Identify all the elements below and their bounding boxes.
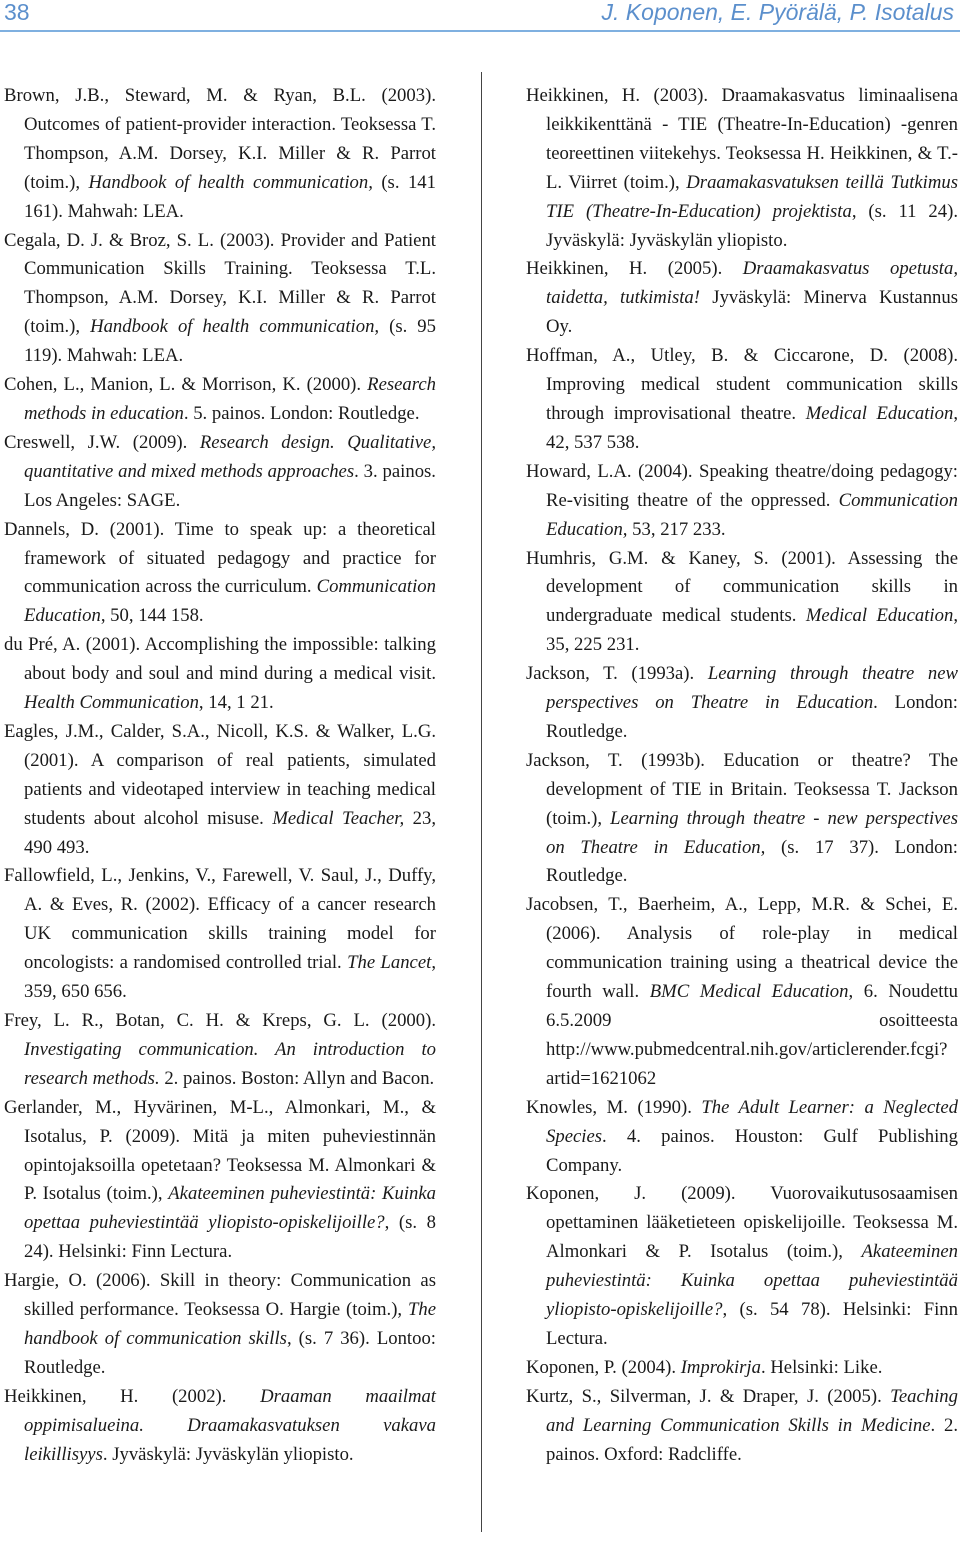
reference-title: The handbook of communication skills bbox=[24, 1299, 436, 1349]
reference-title: Communication Education, bbox=[546, 489, 958, 540]
reference-title: The Adult Learner: a Neglected Species bbox=[546, 1096, 958, 1147]
reference-entry bbox=[526, 342, 958, 458]
reference-text: (s. 95 119). Mahwah: LEA. bbox=[24, 316, 436, 367]
reference-entry bbox=[4, 371, 436, 429]
reference-text: , 50, 144 158. bbox=[100, 605, 204, 627]
reference-text: Heikkinen, H. (2005). bbox=[526, 258, 743, 280]
reference-entry bbox=[4, 718, 436, 863]
reference-text: , (s. 7 36). Lontoo: Routledge. bbox=[24, 1327, 436, 1378]
reference-text: . 5. painos. London: Routledge. bbox=[183, 402, 420, 424]
reference-title: Handbook of health communication, bbox=[90, 316, 380, 338]
reference-entry bbox=[4, 1007, 436, 1094]
reference-title: Research methods in education bbox=[24, 374, 436, 424]
running-head: J. Koponen, E. Pyörälä, P. Isotalus bbox=[601, 0, 954, 25]
reference-title: Medical Education bbox=[805, 605, 954, 627]
reference-entry bbox=[526, 255, 958, 342]
reference-title: Handbook of health communication, bbox=[88, 171, 373, 193]
reference-title: Medical Teacher, bbox=[272, 807, 405, 829]
reference-title: Akateeminen puheviestintä: Kuinka opettaa puheviestintää yliopisto-opiskelijoille? bbox=[24, 1183, 436, 1234]
reference-text: , 35, 225 231. bbox=[546, 605, 958, 656]
reference-entry bbox=[526, 747, 958, 892]
reference-text: Jacobsen, T., Baerheim, A., Lepp, M.R. & Schei, E. (2006). Analysis of role-play in medical communication training using a theatrical device the fourth wall. bbox=[526, 894, 958, 1003]
reference-text: . 3. painos. Los Angeles: SAGE. bbox=[24, 460, 436, 511]
reference-text: Brown, J.B., Steward, M. & Ryan, B.L. (2003). Outcomes of patient-provider interaction. Teoksessa T. Thompson, A.M. Dorsey, K.I. Miller & R. Parrot (toim.), bbox=[4, 85, 436, 193]
reference-text: du Pré, A. (2001). Accomplishing the impossible: talking about body and soul and mind during a medical visit. bbox=[4, 634, 436, 685]
reference-entry bbox=[4, 1383, 436, 1470]
reference-text: Howard, L.A. (2004). Speaking theatre/doing pedagogy: Re-visiting theatre of the oppressed. bbox=[526, 460, 958, 511]
reference-title: Learning through theatre new perspectives on Theatre in Education bbox=[546, 663, 958, 714]
reference-title: Research design. Qualitative, quantitative and mixed methods approaches bbox=[24, 431, 436, 482]
reference-title: Improkirja bbox=[680, 1356, 761, 1378]
reference-entry bbox=[4, 631, 436, 718]
reference-entry bbox=[4, 429, 436, 516]
reference-entry bbox=[526, 660, 958, 747]
reference-text: Heikkinen, H. (2002). bbox=[4, 1385, 261, 1407]
reference-entry bbox=[4, 82, 436, 227]
reference-text: Cegala, D. J. & Broz, S. L. (2003). Provider and Patient Communication Skills Training. Teoksessa T.L. Thompson, A.M. Dorsey, K.I. Miller & R. Parrot (toim.), bbox=[4, 229, 436, 338]
reference-title: The Lancet bbox=[347, 952, 432, 974]
reference-text: , 359, 650 656. bbox=[24, 952, 436, 1003]
reference-text: , (s. 8 24). Helsinki: Finn Lectura. bbox=[24, 1212, 436, 1263]
reference-column-right bbox=[526, 82, 958, 1470]
reference-text: Dannels, D. (2001). Time to speak up: a theoretical framework of situated pedagogy and practice for communication across the curriculum. bbox=[4, 518, 436, 598]
reference-title: Draamakasvatuksen teillä Tutkimus TIE (Theatre-In-Education) projektista bbox=[546, 171, 958, 222]
reference-entry bbox=[526, 82, 958, 255]
reference-text: Knowles, M. (1990). bbox=[526, 1096, 702, 1118]
reference-title: Communication Education bbox=[24, 576, 436, 627]
page-number: 38 bbox=[4, 0, 30, 25]
reference-title: Teaching and Learning Communication Skills in Medicine bbox=[546, 1385, 958, 1436]
reference-text: . Helsinki: Like. bbox=[760, 1356, 883, 1378]
reference-title: Medical Education bbox=[805, 402, 954, 424]
reference-entry bbox=[526, 545, 958, 661]
reference-text: Fallowfield, L., Jenkins, V., Farewell, V. Saul, J., Duffy, A. & Eves, R. (2002). Efficacy of a cancer research UK communication skills training model for oncologists: a randomised controlled trial. bbox=[4, 865, 436, 974]
reference-title: BMC Medical Education bbox=[649, 981, 849, 1003]
reference-entry bbox=[4, 227, 436, 372]
reference-entry bbox=[526, 1094, 958, 1181]
reference-entry bbox=[4, 1094, 436, 1267]
reference-entry bbox=[4, 862, 436, 1007]
reference-title: Learning through theatre - new perspectives on Theatre in Education, bbox=[546, 807, 958, 858]
reference-text: (s. 17 37). London: Routledge. bbox=[546, 836, 958, 887]
reference-title: Draaman maailmat oppimisalueina. Draamakasvatuksen vakava leikillisyys bbox=[24, 1385, 436, 1465]
reference-entry bbox=[4, 516, 436, 632]
reference-entry bbox=[526, 1180, 958, 1353]
reference-text: , 14, 1 21. bbox=[198, 692, 274, 714]
reference-text: , 6. Noudettu 6.5.2009 osoitteesta http://www.pubmedcentral.nih.gov/articlerender.fcgi?artid=1621062 bbox=[546, 981, 958, 1089]
reference-entry bbox=[526, 1354, 958, 1383]
reference-text: Eagles, J.M., Calder, S.A., Nicoll, K.S. & Walker, L.G. (2001). A comparison of real patients, simulated patients and videotaped interview in teaching medical students about alcohol misuse. bbox=[4, 720, 436, 829]
reference-text: , (s. 54 78). Helsinki: Finn Lectura. bbox=[546, 1299, 958, 1349]
reference-entry bbox=[4, 1267, 436, 1383]
reference-title: Draamakasvatus opetusta, taidetta, tutkimista! bbox=[546, 258, 958, 309]
reference-text: (s. 141 161). Mahwah: LEA. bbox=[24, 171, 436, 222]
reference-title: Investigating communication. An introduction to research methods. bbox=[24, 1038, 436, 1089]
reference-text: Humhris, G.M. & Kaney, S. (2001). Assessing the development of communication skills in undergraduate medical students. bbox=[526, 547, 958, 627]
column-divider bbox=[481, 72, 482, 1532]
reference-entry bbox=[526, 1383, 958, 1470]
reference-text: Jackson, T. (1993b). Education or theatre? The development of TIE in Britain. Teoksessa T. Jackson (toim.), bbox=[526, 749, 958, 829]
reference-text: 2. painos. Boston: Allyn and Bacon. bbox=[159, 1067, 435, 1089]
reference-text: Kurtz, S., Silverman, J. & Draper, J. (2005). bbox=[526, 1385, 891, 1407]
reference-text: Jyväskylä: Minerva Kustannus Oy. bbox=[546, 287, 958, 338]
reference-text: . London: Routledge. bbox=[546, 692, 959, 742]
reference-text: Koponen, P. (2004). bbox=[526, 1356, 681, 1378]
reference-text: 23, 490 493. bbox=[24, 807, 437, 858]
reference-text: , (s. 11 24). Jyväskylä: Jyväskylän yliopisto. bbox=[546, 200, 958, 251]
reference-text: Creswell, J.W. (2009). bbox=[4, 431, 200, 453]
reference-entry bbox=[526, 458, 958, 545]
reference-text: Cohen, L., Manion, L. & Morrison, K. (2000). bbox=[4, 374, 368, 396]
reference-text: Frey, L. R., Botan, C. H. & Kreps, G. L. (2000). bbox=[4, 1010, 436, 1031]
reference-title: Health Communication bbox=[24, 692, 199, 714]
reference-text: Koponen, J. (2009). Vuorovaikutusosaamisen opettaminen lääketieteen opiskelijoille. Teoksessa M. Almonkari & P. Isotalus (toim.), bbox=[526, 1183, 958, 1263]
reference-text: Heikkinen, H. (2003). Draamakasvatus liminaalisena leikkikenttänä - TIE (Theatre-In-Education) -genren teoreettinen viitekehys. Teoksessa H. Heikkinen, & T.-L. Viirret (toim.), bbox=[526, 85, 958, 193]
reference-text: . 4. painos. Houston: Gulf Publishing Company. bbox=[546, 1125, 958, 1176]
header-rule bbox=[0, 30, 960, 32]
reference-text: 53, 217 233. bbox=[627, 518, 726, 540]
reference-text: , 42, 537 538. bbox=[546, 402, 958, 453]
reference-title: Akateeminen puheviestintä: Kuinka opettaa puheviestintää yliopisto-opiskelijoille? bbox=[546, 1241, 958, 1321]
reference-text: Hargie, O. (2006). Skill in theory: Communication as skilled performance. Teoksessa O. Hargie (toim.), bbox=[4, 1270, 436, 1321]
reference-text: . 2. painos. Oxford: Radcliffe. bbox=[546, 1414, 959, 1465]
reference-text: Hoffman, A., Utley, B. & Ciccarone, D. (2008). Improving medical student communication skills through improvisational theatre. bbox=[526, 345, 958, 424]
reference-text: . Jyväskylä: Jyväskylän yliopisto. bbox=[102, 1443, 354, 1465]
reference-text: Jackson, T. (1993a). bbox=[526, 663, 708, 685]
reference-text: Gerlander, M., Hyvärinen, M-L., Almonkari, M., & Isotalus, P. (2009). Mitä ja miten puheviestinnän opintojaksoilla opetetaan? Teoksessa M. Almonkari & P. Isotalus (toim.), bbox=[4, 1096, 436, 1205]
reference-entry bbox=[526, 891, 958, 1093]
reference-column-left bbox=[4, 82, 436, 1470]
